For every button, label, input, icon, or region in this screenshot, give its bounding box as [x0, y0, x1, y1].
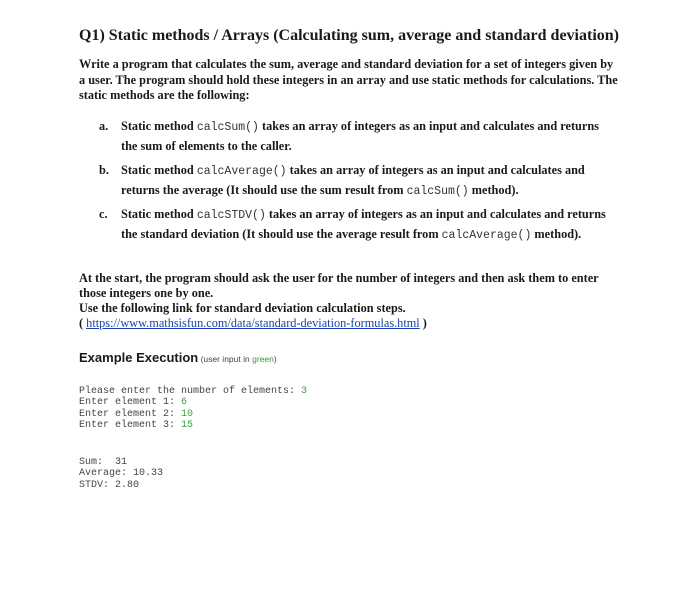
instructions-paragraph — [79, 271, 619, 331]
code-calcstdv: calcSTDV() — [196, 209, 266, 222]
list-marker: b. — [99, 163, 109, 177]
user-input: 15 — [181, 420, 194, 432]
user-input: 3 — [301, 386, 308, 397]
result-stdv: STDV: 2.80 — [79, 479, 140, 491]
question-title: Q1) Static methods / Arrays (Calculating sum, average and standard deviation) — [79, 27, 619, 44]
example-heading: Example Execution (user input in green) — [79, 350, 277, 365]
console-line: Enter element 1: 6 — [79, 397, 188, 409]
code-calcaverage: calcAverage() — [441, 229, 532, 242]
console-output — [79, 386, 479, 432]
link-line: ( https://www.mathsisfun.com/data/standard-deviation-formulas.html ) — [79, 316, 427, 330]
list-item-text: Static method calcSum() takes an array of integers as an input and calculates and returns the sum of elements to the caller. — [121, 119, 599, 153]
console-line: Enter element 3: 15 — [79, 420, 194, 432]
user-input: 6 — [181, 397, 188, 409]
code-calcsum: calcSum() — [406, 185, 469, 198]
results-output — [79, 457, 479, 491]
user-input: 10 — [181, 408, 194, 420]
list-item-text: Static method calcAverage() takes an array of integers as an input and calculates and returns the average (It should use the sum result from calcSum() method). — [121, 163, 585, 198]
code-calcsum: calcSum() — [196, 121, 259, 134]
console-line: Enter element 2: 10 — [79, 408, 194, 420]
code-calcaverage: calcAverage() — [196, 165, 287, 178]
std-dev-link[interactable]: https://www.mathsisfun.com/data/standard-deviation-formulas.html — [86, 316, 420, 330]
console-line: Please enter the number of elements: 3 — [79, 386, 308, 397]
list-marker: c. — [99, 207, 108, 221]
instructions-line: Use the following link for standard deviation calculation steps. — [79, 301, 406, 315]
example-note: (user input in green) — [198, 354, 277, 364]
instructions-line: At the start, the program should ask the user for the number of integers and then ask them to enter those integers one by one. — [79, 271, 599, 300]
list-marker: a. — [99, 119, 109, 133]
result-average: Average: 10.33 — [79, 468, 164, 480]
intro-paragraph: Write a program that calculates the sum, average and standard deviation for a set of integers given by a user. The program should hold these integers in an array and use static methods for calculations. The static methods are the following: — [79, 57, 618, 102]
list-item-text: Static method calcSTDV() takes an array of integers as an input and calculates and returns the standard deviation (It should use the average result from calcAverage() method). — [121, 207, 606, 242]
result-sum: Sum: 31 — [79, 457, 128, 468]
